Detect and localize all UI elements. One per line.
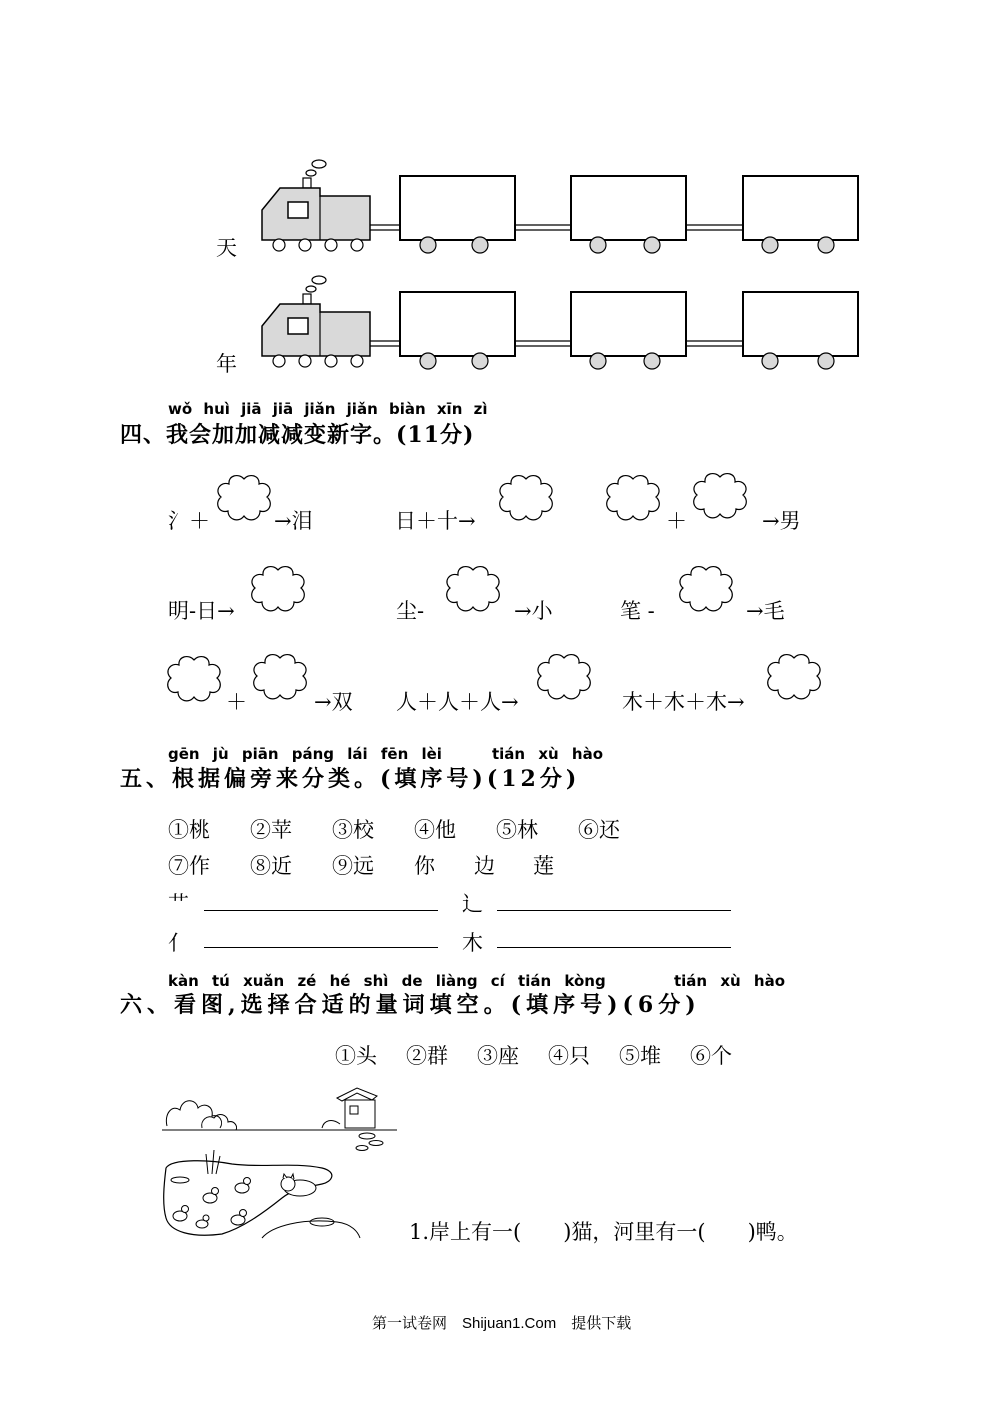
option-item: ③校: [332, 818, 374, 842]
flower-answer-box[interactable]: [680, 566, 734, 612]
expr-text: 木＋木＋木→: [622, 690, 745, 714]
option-item: 边: [474, 854, 495, 878]
option-item: ②苹: [250, 818, 292, 842]
option-item: ⑥个: [690, 1044, 732, 1068]
train-illustration: [262, 274, 862, 374]
page-footer: 第一试卷网 Shijuan1.Com 提供下载: [372, 1315, 632, 1332]
expr-text: →双: [314, 690, 353, 714]
option-item: ①头: [335, 1044, 377, 1068]
flower-answer-box[interactable]: [500, 475, 554, 521]
expr-text: 尘-: [396, 599, 425, 623]
section5-pinyin: gēn jù piān páng lái fēn lèi: [168, 745, 442, 763]
option-item: ④只: [548, 1044, 590, 1068]
radical-label: 木: [462, 931, 483, 955]
expr-text: →小: [514, 599, 553, 623]
option-item: ③座: [477, 1044, 519, 1068]
option-item: ②群: [406, 1044, 448, 1068]
answer-line[interactable]: [204, 910, 438, 911]
radical-label: 亻: [168, 931, 189, 955]
answer-line[interactable]: [204, 947, 438, 948]
section5-pinyin: tián xù hào: [492, 745, 604, 763]
flower-answer-box[interactable]: [768, 654, 822, 700]
section4-pinyin: wǒ huì jiā jiā jiǎn jiǎn biàn xīn zì: [168, 400, 488, 418]
option-item: ⑨远: [332, 854, 374, 878]
radical-label: 艹: [168, 892, 189, 916]
train-illustration: [262, 158, 862, 258]
section6-pinyin: kàn tú xuǎn zé hé shì de liàng cí tián kòng: [168, 972, 606, 990]
question-1: 1.岸上有一( )猫，河里有一( )鸭。: [409, 1220, 798, 1244]
expr-text: →泪: [274, 509, 313, 533]
option-item: ⑤堆: [619, 1044, 661, 1068]
option-item: 你: [414, 854, 435, 878]
radical-label: 辶: [462, 892, 483, 916]
option-item: ⑦作: [168, 854, 210, 878]
option-item: ①桃: [168, 818, 210, 842]
option-item: 莲: [533, 854, 554, 878]
expr-text: 明-日→: [168, 599, 235, 623]
flower-answer-box[interactable]: [252, 566, 306, 612]
option-item: ⑤林: [496, 818, 538, 842]
expr-text: →男: [762, 509, 801, 533]
flower-answer-box[interactable]: [254, 654, 308, 700]
section6-title: 六、看图,选择合适的量词填空。(填序号)(6分): [120, 992, 701, 1018]
option-item: ⑧近: [250, 854, 292, 878]
expr-text: ＋: [666, 509, 687, 533]
expr-text: ＋: [226, 690, 247, 714]
train-label: 年: [216, 352, 237, 376]
flower-answer-box[interactable]: [694, 473, 748, 519]
expr-text: 氵＋: [168, 509, 210, 533]
expr-text: 人＋人＋人→: [396, 690, 519, 714]
section6-pinyin: tián xù hào: [674, 972, 786, 990]
flower-answer-box[interactable]: [607, 475, 661, 521]
expr-text: 日＋十→: [395, 509, 476, 533]
expr-text: →毛: [746, 599, 785, 623]
train-label: 天: [216, 236, 237, 260]
flower-answer-box[interactable]: [168, 656, 222, 702]
option-item: ⑥还: [578, 818, 620, 842]
scene-illustration: [162, 1088, 397, 1238]
section4-title: 四、我会加加减减变新字。(11分): [120, 422, 475, 448]
answer-line[interactable]: [497, 947, 731, 948]
option-item: ④他: [414, 818, 456, 842]
flower-answer-box[interactable]: [538, 654, 592, 700]
flower-answer-box[interactable]: [218, 475, 272, 521]
expr-text: 笔 -: [620, 599, 655, 623]
answer-line[interactable]: [497, 910, 731, 911]
flower-answer-box[interactable]: [447, 566, 501, 612]
section5-title: 五、根据偏旁来分类。(填序号)(12分): [120, 766, 581, 792]
